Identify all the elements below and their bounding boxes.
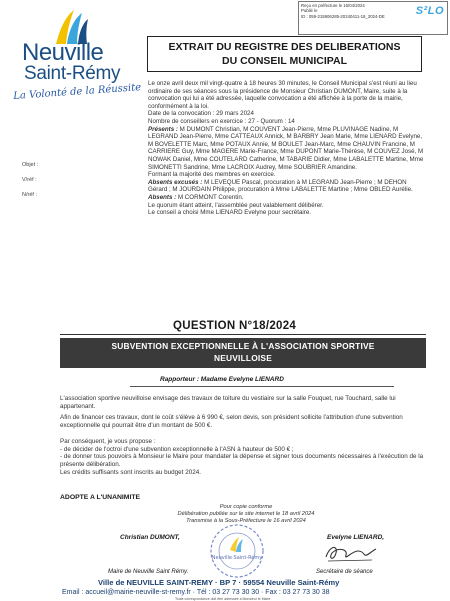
quorum-statement: Le quorum étant atteint, l'assemblée peut valablement délibérer. — [148, 201, 324, 209]
prefecture-received-date: Reçu en préfecture le 16/04/2024 — [301, 3, 365, 8]
label-vref: V/réf : — [22, 177, 37, 183]
seal-text: Neuville Saint-Rémy — [211, 555, 263, 561]
town-seal-icon — [208, 522, 266, 580]
minutes-opening: Le onze avril deux mil vingt-quatre à 18 heures 30 minutes, le Conseil Municipal s'est réuni au lieu ordinaire de ses séances sous la présidence de Monsieur Christian DUMONT, Maire, suite à la convocation qui lui a été adressée, laquelle convocation a été affichée à la porte de la mairie, conformément à la loi. — [148, 80, 417, 110]
deliberation-body — [60, 395, 426, 480]
document-title — [147, 36, 422, 72]
majority-statement: Formant la majorité des membres en exercice. — [148, 171, 276, 179]
present-label: Présents : — [148, 125, 178, 133]
mayor-role: Maire de Neuville Saint Rémy. — [108, 569, 189, 575]
mayor-name: Christian DUMONT, — [120, 534, 180, 541]
certification-line2: Délibération publiée sur le site internet le 18 avril 2024 — [177, 511, 315, 517]
present-members — [148, 126, 426, 172]
question-divider — [60, 334, 426, 335]
label-objet: Objet : — [22, 162, 39, 168]
secretary-name: Evelyne LIENARD, — [327, 534, 385, 541]
member-counts: Nombre de conseillers en exercice : 27 - Quorum : 14 — [148, 117, 295, 125]
proposal-intro: Par conséquent, je vous propose : — [60, 437, 156, 445]
footer-address: Ville de NEUVILLE SAINT-REMY · BP 7 · 59554 Neuville Saint-Rémy — [98, 578, 340, 587]
logo-slogan: La Volonté de la Réussite — [13, 82, 142, 102]
prefecture-id: ID : 059-215906285-20240411-18_2024-DE — [301, 13, 385, 19]
footer-contact: Email : accueil@mairie-neuville-st-remy.fr · Tél : 03 27 73 30 30 · Fax : 03 27 73 30 38 — [62, 589, 330, 596]
excused-label: Absents excusés : — [148, 178, 203, 186]
slo-logo: S²LO — [415, 5, 444, 17]
title-line2: DU CONSEIL MUNICIPAL — [221, 55, 348, 67]
proposal-item-2: - de donner tous pouvoirs à Monsieur le Maire pour mandater la dépense et signer tous documents nécessaires à l'exécution de la présente délibération. — [60, 453, 424, 468]
adoption-result: ADOPTE A L'UNANIMITE — [60, 494, 141, 501]
secretary-role: Secrétaire de séance — [316, 569, 373, 575]
proposal-block — [60, 438, 426, 477]
body-paragraph-2: Afin de financer ces travaux, dont le coût s'élève à 6 990 €, selon devis, son président sollicite l'attribution d'une subvention exceptionnelle qui pourrait être d'un montant de 500 €. — [60, 414, 403, 430]
prefecture-stamp — [298, 1, 448, 35]
body-paragraph-1: L'association sportive neuvilloise envisage des travaux de toiture du vestiaire sur la salle Fouquet, rue Touchard, salle lui appartenant. — [60, 395, 396, 410]
present-list: M DUMONT Christian, M COUVENT Jean-Pierre, Mme PLUVINAGE Nadine, M LEGRAND Jean-Pierre, Mme CATTEAUX Annick, M BARBRY Jean Marie, Mme LIENARD Evelyne, M BOVELETTE Marc, Mme POTAUX Annie, M BOULET Jean-Marc, Mme CHAUVIN Francine, M CARRIERE Guy, Mme MAGERE Marie-France, Mme DUPONT Marie-Thérèse, M COUVEZ José, M NOWAK Daniel, Mme COUTELARD Catherine, M TABARIE Didier, Mme LABALETTE Martine, Mme SIMONETTI Sandrine, Mme LACROIX Audrey, Mme SOUBRIER Amandine. — [148, 125, 424, 171]
rapporteur-divider — [130, 386, 394, 387]
secretary-statement: Le conseil a choisi Mme LIENARD Evelyne pour secrétaire. — [148, 209, 312, 217]
question-title: QUESTION N°18/2024 — [173, 320, 297, 332]
convocation-date: Date de la convocation : 29 mars 2024 — [148, 110, 254, 118]
rapporteur: Rapporteur : Madame Evelyne LIENARD — [160, 376, 284, 383]
subject-banner — [60, 338, 426, 368]
prefecture-published: Publié le — [301, 8, 318, 14]
absent-members — [148, 194, 426, 202]
excused-members — [148, 179, 426, 194]
title-line1: EXTRAIT DU REGISTRE DES DELIBERATIONS — [168, 41, 401, 53]
reference-labels — [22, 158, 38, 203]
absent-list: M CORMONT Corentin. — [177, 193, 244, 201]
certification-line1: Pour copie conforme — [219, 504, 273, 510]
excused-list: M LEVEQUE Pascal, procuration à M LEGRAND Jean-Pierre ; M DEHON Gérard ; M JOURDAIN Philippe, procuration à Mme LABALETTE Martine ; Mme OBLED Aurélie. — [148, 178, 413, 194]
logo-name-line1: Neuville — [22, 39, 104, 66]
subject-line1: SUBVENTION EXCEPTIONNELLE À L'ASSOCIATION SPORTIVE — [111, 341, 375, 351]
proposal-item-3: Les crédits suffisants sont inscrits au budget 2024. — [60, 468, 201, 476]
footer-note: Toute correspondance doit être adressée à Monsieur le Maire — [175, 597, 271, 601]
certification-line3: Transmise à la Sous-Préfecture le 16 avril 2024 — [186, 518, 306, 524]
proposal-item-1: - de décider de l'octroi d'une subvention exceptionnelle à l'ASN à hauteur de 500 € ; — [60, 445, 294, 453]
logo-name-line2: Saint-Rémy — [24, 63, 121, 84]
handwritten-signature-icon — [322, 541, 378, 565]
label-nref: N/réf : — [22, 192, 37, 198]
absent-label: Absents : — [148, 193, 177, 201]
subject-line2: NEUVILLOISE — [213, 352, 273, 363]
meeting-minutes — [148, 80, 426, 217]
